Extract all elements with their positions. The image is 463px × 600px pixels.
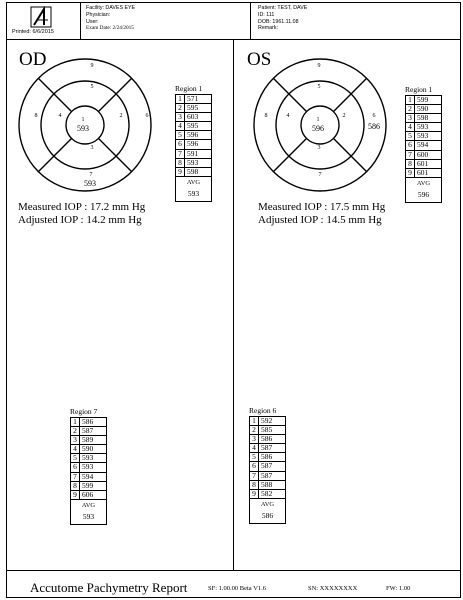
accutome-logo-icon (30, 6, 52, 30)
table-row: 4 593 (406, 123, 441, 132)
region-title: Region 7 (70, 407, 98, 416)
table-row: 9 606 (71, 491, 106, 500)
os-title: OS (247, 49, 272, 70)
table-row: 2 587 (71, 427, 106, 436)
printed-date: Printed: 6/6/2015 (12, 29, 54, 35)
avg-cell (250, 499, 285, 523)
table-row: 8 599 (71, 482, 106, 491)
table-row: 7 587 (250, 472, 285, 481)
table-row: 3 598 (406, 114, 441, 123)
remark: Remark: (258, 25, 279, 32)
os-region-label: 1 (316, 117, 320, 123)
table-row: 2 595 (176, 104, 211, 113)
exam-date: Exam Date: 2/24/2015 (86, 25, 134, 32)
eye-divider (233, 40, 234, 570)
od-center-value: 593 (77, 124, 89, 133)
os-adjusted-iop: Adjusted IOP : 14.5 mm Hg (258, 213, 382, 226)
od-region-table (175, 85, 212, 202)
od-measured-iop: Measured IOP : 17.2 mm Hg (18, 201, 146, 213)
od-region-label: 8 (34, 113, 38, 119)
table-row: 9 598 (176, 168, 211, 177)
report-title: Accutome Pachymetry Report (30, 580, 188, 595)
facility: Facility: DAVES EYE (86, 5, 136, 11)
os-region-label: 2 (342, 113, 346, 119)
od-region-label: 1 (81, 117, 85, 123)
table-row: 6 593 (71, 463, 106, 472)
od-region-label: 3 (90, 145, 94, 151)
header-divider (80, 2, 81, 40)
firmware-version: FW: 1.00 (386, 585, 411, 592)
table-row: 1 571 (176, 95, 211, 104)
avg-value: 593 (82, 512, 95, 522)
od-region-label: 9 (90, 63, 94, 69)
patient-id: ID: 111 (258, 11, 275, 18)
table-row: 1 592 (250, 417, 285, 426)
table-row: 5 593 (71, 454, 106, 463)
os-region-label: 3 (317, 145, 321, 151)
table-row: 5 593 (406, 132, 441, 141)
od-iop (18, 201, 145, 226)
table-row: 5 586 (250, 453, 285, 462)
table-row: 3 586 (250, 435, 285, 444)
region-values-table (175, 94, 212, 203)
avg-label: AVG (260, 501, 275, 509)
os-center-value: 596 (312, 124, 324, 133)
region-title: Region 6 (249, 406, 277, 415)
physician: Physician: (86, 11, 111, 18)
table-row: 1 599 (406, 96, 441, 105)
od-title: OD (19, 49, 47, 70)
table-row: 4 595 (176, 122, 211, 131)
os-region-label: 6 (372, 113, 376, 119)
os-region-label: 7 (318, 172, 322, 178)
avg-label: AVG (186, 179, 201, 187)
os-region-label: 5 (317, 84, 321, 90)
region-title: Region 1 (175, 84, 203, 93)
table-row: 8 588 (250, 481, 285, 490)
os-region-table (405, 86, 442, 203)
avg-label: AVG (416, 180, 431, 188)
region-values-table (405, 95, 442, 204)
avg-value: 586 (261, 511, 274, 521)
region-values-table (249, 416, 286, 525)
od-adjusted-iop: Adjusted IOP : 14.2 mm Hg (18, 213, 142, 226)
table-row: 9 601 (406, 169, 441, 178)
os-region-6-value: 586 (368, 122, 380, 131)
table-row: 2 585 (250, 426, 285, 435)
report-header (6, 2, 461, 40)
header-divider (250, 2, 251, 40)
avg-value: 596 (417, 190, 430, 200)
od-region-table (70, 408, 107, 525)
table-row: 8 593 (176, 159, 211, 168)
table-row: 7 600 (406, 151, 441, 160)
od-region-label: 2 (119, 113, 123, 119)
os-region-label: 8 (264, 113, 268, 119)
table-row: 4 587 (250, 444, 285, 453)
user: User: (86, 18, 99, 25)
table-row: 3 589 (71, 436, 106, 445)
table-row: 6 594 (406, 141, 441, 150)
od-region-label: 7 (89, 172, 93, 178)
os-region-table (249, 407, 286, 524)
od-region-label: 6 (145, 113, 149, 119)
os-region-label: 9 (317, 63, 321, 69)
avg-label: AVG (81, 502, 96, 510)
os-region-label: 4 (286, 113, 290, 119)
avg-cell (176, 177, 211, 201)
os-iop (258, 201, 385, 226)
od-region-7-value: 593 (84, 179, 96, 188)
region-title: Region 1 (405, 85, 433, 94)
table-row: 5 596 (176, 131, 211, 140)
table-row: 1 586 (71, 418, 106, 427)
table-row: 2 590 (406, 105, 441, 114)
table-row: 8 601 (406, 160, 441, 169)
patient-name: Patient: TEST, DAVE (258, 5, 308, 11)
table-row: 6 596 (176, 140, 211, 149)
od-pachymetry-map (17, 57, 153, 193)
software-version: SF: 1.00.00 Beta V1.6 (208, 585, 267, 592)
avg-value: 593 (187, 189, 200, 199)
report-footer (6, 570, 461, 598)
table-row: 4 590 (71, 445, 106, 454)
region-values-table (70, 417, 107, 526)
facility-info (86, 5, 135, 32)
serial-number: SN: XXXXXXXX (308, 585, 358, 592)
avg-cell (406, 178, 441, 202)
table-row: 6 587 (250, 462, 285, 471)
patient-dob: DOB: 1961.11.08 (258, 18, 299, 25)
patient-info (258, 5, 307, 32)
table-row: 3 603 (176, 113, 211, 122)
table-row: 7 591 (176, 150, 211, 159)
table-row: 7 594 (71, 473, 106, 482)
os-pachymetry-map (252, 57, 388, 193)
avg-cell (71, 500, 106, 524)
od-region-label: 5 (90, 84, 94, 90)
od-region-label: 4 (58, 113, 62, 119)
table-row: 9 582 (250, 490, 285, 499)
os-measured-iop: Measured IOP : 17.5 mm Hg (258, 201, 386, 213)
